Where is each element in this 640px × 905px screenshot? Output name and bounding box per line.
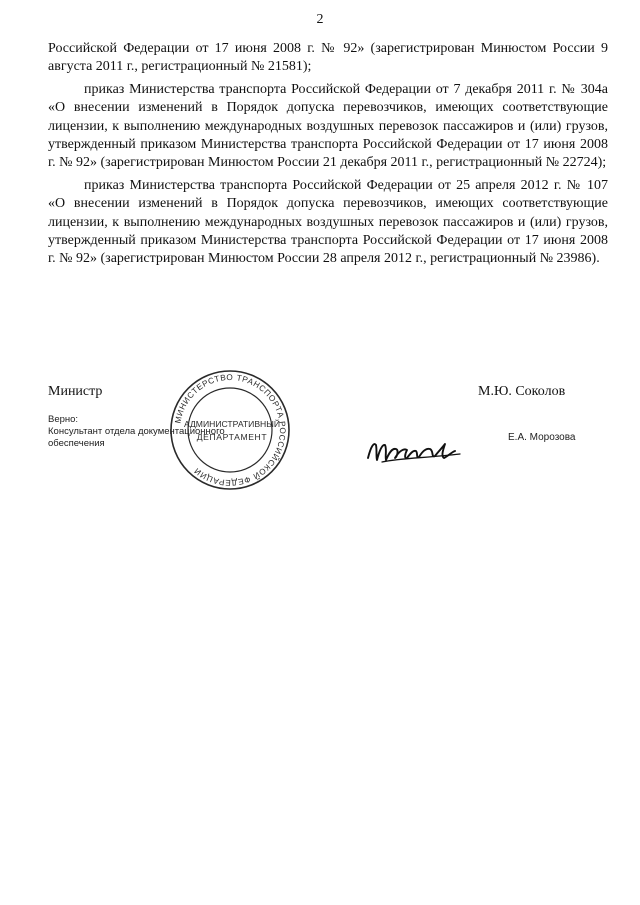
document-body: [48, 40, 608, 273]
page-number: 2: [316, 12, 324, 27]
stamp-outer-text: МИНИСТЕРСТВО ТРАНСПОРТА РОССИЙСКОЙ ФЕДЕРАЦИИ: [173, 372, 288, 488]
official-stamp: [168, 368, 292, 492]
stamp-outer-ring: [171, 371, 289, 489]
stamp-inner-line1: АДМИНИСТРАТИВНЫЙ: [183, 419, 281, 429]
stamp-inner-line2: ДЕПАРТАМЕНТ: [196, 432, 268, 442]
paragraph-continuation: Российской Федерации от 17 июня 2008 г. № 92» (зарегистрирован Минюстом России 9 августа 2011 г., регистрационный № 21581);: [48, 41, 608, 75]
paragraph-order-304a: приказ Министерства транспорта Российской Федерации от 7 декабря 2011 г. № 304а «О внесении изменений в Порядок допуска перевозчиков, имеющих соответствующие лицензии, к выполнению международных воздушных перевозок пассажиров и (или) грузов, утвержденный приказом Министерства транспорта Российской Федерации от 17 июня 2008 г. № 92» (зарегистрирован Минюстом России 21 декабря 2011 г., регистрационный № 22724);: [48, 81, 608, 171]
certifier-position-line2: обеспечения: [48, 438, 105, 449]
certifier-name: Е.А. Морозова: [508, 432, 576, 443]
verified-label: Верно:: [48, 414, 79, 425]
signatory-name: М.Ю. Соколов: [478, 384, 566, 399]
handwritten-signature: [364, 436, 466, 466]
certifier-position-line1: Консультант отдела документационного: [48, 426, 225, 437]
signatory-title: Министр: [48, 384, 103, 399]
paragraph-order-107: приказ Министерства транспорта Российской Федерации от 25 апреля 2012 г. № 107 «О внесении изменений в Порядок допуска перевозчиков, имеющих соответствующие лицензии, к выполнению международных воздушных перевозок пассажиров и (или) грузов, утвержденный приказом Министерства транспорта Российской Федерации от 17 июня 2008 г. № 92» (зарегистрирован Минюстом России 28 апреля 2012 г., регистрационный № 23986).: [48, 177, 608, 267]
stamp-inner-ring: [188, 388, 272, 472]
